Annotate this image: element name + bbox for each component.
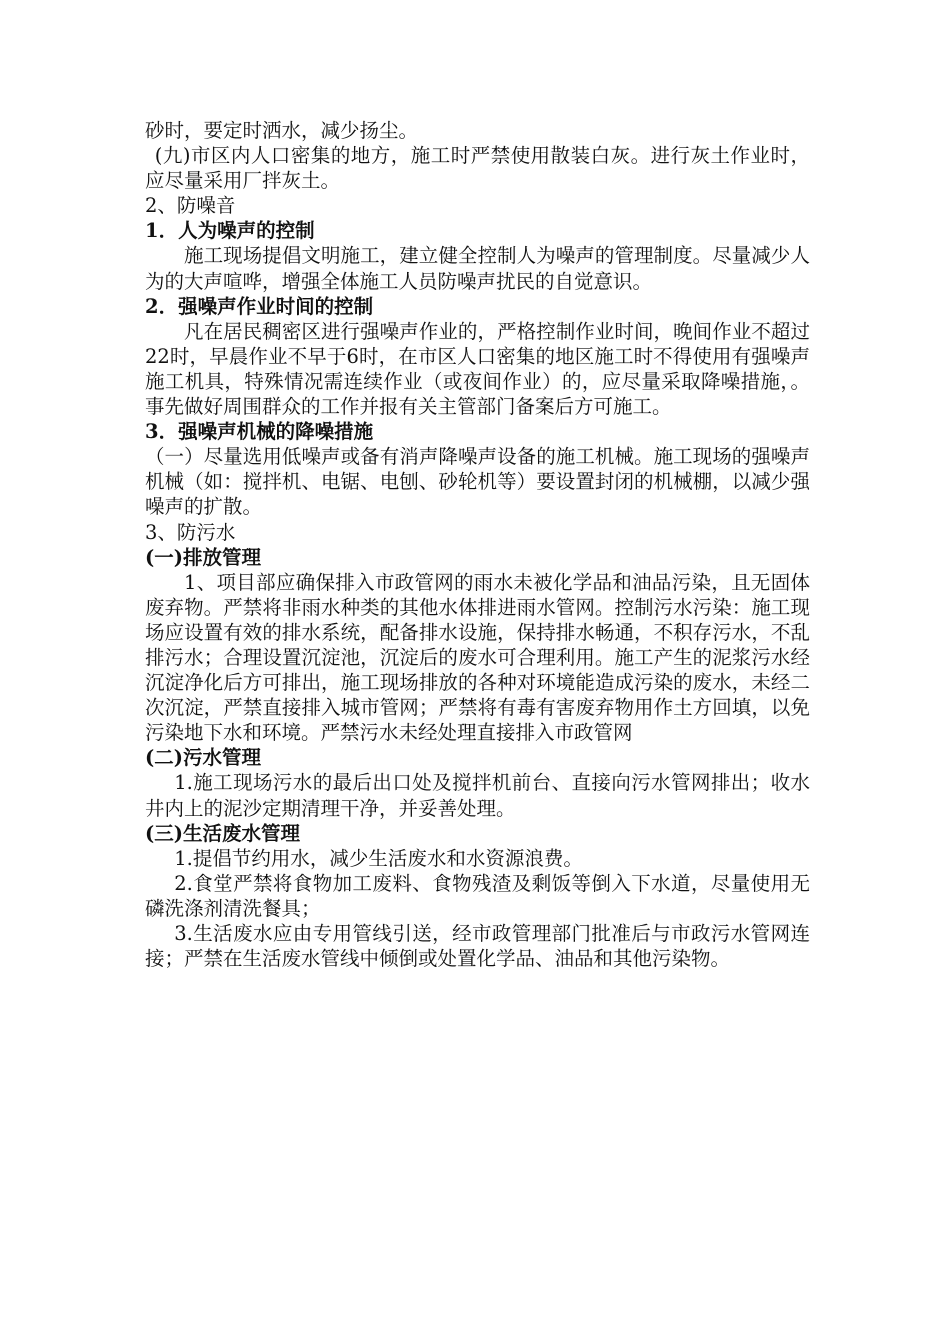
- subheading: 2、防噪音: [145, 194, 236, 218]
- document-page: [145, 118, 810, 971]
- subheading: 2．强噪声作业时间的控制: [145, 294, 374, 318]
- paragraph: 1、项目部应确保排入市政管网的雨水未被化学品和油品污染，且无固体废弃物。严禁将非雨水种类的其他水体排进雨水管网。控制污水污染：施工现场应设置有效的排水系统，配备排水设施，保持排水畅通，不积存污水，不乱排污水；合理设置沉淀池，沉淀后的废水可合理利用。施工产生的泥浆污水经沉淀净化后方可排出，施工现场排放的各种对环境能造成污染的废水，未经二次沉淀，严禁直接排入城市管网；严禁将有毒有害废弃物用作土方回填，以免污染地下水和环境。严禁污水未经处理直接排入市政管网: [145, 570, 810, 745]
- paragraph: 3.生活废水应由专用管线引送，经市政管理部门批准后与市政污水管网连接；严禁在生活废水管线中倾倒或处置化学品、油品和其他污染物。: [145, 922, 810, 971]
- subheading: 1．人为噪声的控制: [145, 219, 315, 243]
- subheading: 3、防污水: [145, 520, 236, 544]
- section-heading: (二)污水管理: [145, 746, 261, 770]
- paragraph: 砂时，要定时洒水，减少扬尘。: [145, 119, 419, 142]
- paragraph: 凡在居民稠密区进行强噪声作业的，严格控制作业时间，晚间作业不超过22时，早晨作业不早于6时，在市区人口密集的地区施工时不得使用有强噪声施工机具，特殊情况需连续作业（或夜间作业）的，应尽量采取降噪措施，。事先做好周围群众的工作并报有关主管部门备案后方可施工。: [145, 319, 810, 419]
- paragraph: 1.提倡节约用水，减少生活废水和水资源浪费。: [174, 846, 583, 870]
- paragraph: 施工现场提倡文明施工，建立健全控制人为噪声的管理制度。尽量减少人为的大声喧哗，增强全体施工人员防噪声扰民的自觉意识。: [145, 244, 810, 293]
- subheading: 3．强噪声机械的降噪措施: [145, 420, 374, 444]
- paragraph: （一）尽量选用低噪声或备有消声降噪声设备的施工机械。施工现场的强噪声机械（如：搅拌机、电锯、电刨、砂轮机等）要设置封闭的机械棚，以减少强噪声的扩散。: [145, 445, 810, 519]
- section-heading: (三)生活废水管理: [145, 821, 300, 845]
- section-heading: (一)排放管理: [145, 545, 261, 569]
- paragraph: 1.施工现场污水的最后出口处及搅拌机前台、直接向污水管网排出；收水井内上的泥沙定期清理干净，并妥善处理。: [145, 771, 810, 820]
- paragraph: 2.食堂严禁将食物加工废料、食物残渣及剩饭等倒入下水道，尽量使用无磷洗涤剂清洗餐具；: [145, 871, 810, 920]
- paragraph: (九)市区内人口密集的地方，施工时严禁使用散装白灰。进行灰土作业时，应尽量采用厂拌灰土。: [145, 144, 810, 193]
